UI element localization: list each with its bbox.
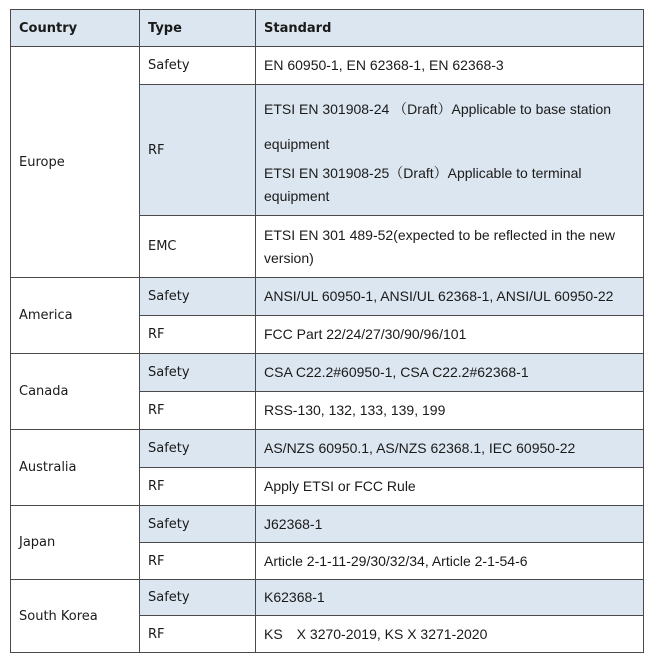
standard-text: ANSI/UL 60950-1, ANSI/UL 62368-1, ANSI/UL 60950-22 bbox=[264, 288, 614, 304]
standard-cell bbox=[256, 316, 644, 354]
standard-cell bbox=[256, 430, 644, 468]
type-cell: RF bbox=[140, 85, 256, 216]
standard-cell bbox=[256, 216, 644, 278]
standard-text: RSS-130, 132, 133, 139, 199 bbox=[264, 402, 446, 418]
standard-text: K62368-1 bbox=[264, 589, 325, 605]
type-cell: Safety bbox=[140, 354, 256, 392]
type-cell: EMC bbox=[140, 216, 256, 278]
standard-text: J62368-1 bbox=[264, 515, 323, 532]
type-cell: Safety bbox=[140, 506, 256, 543]
header-standard: Standard bbox=[256, 10, 644, 47]
standard-text: EN 60950-1, EN 62368-1, EN 62368-3 bbox=[264, 57, 504, 73]
type-cell: Safety bbox=[140, 278, 256, 316]
standard-cell bbox=[256, 278, 644, 316]
country-cell: Europe bbox=[11, 47, 140, 278]
type-cell: RF bbox=[140, 392, 256, 430]
country-cell: America bbox=[11, 278, 140, 354]
standard-cell bbox=[256, 468, 644, 506]
standard-text: AS/NZS 60950.1, AS/NZS 62368.1, IEC 60950-22 bbox=[264, 440, 576, 456]
country-cell: Australia bbox=[11, 430, 140, 506]
table-row bbox=[11, 580, 644, 616]
table-row bbox=[11, 506, 644, 543]
header-row bbox=[11, 10, 644, 47]
standard-text: CSA C22.2#60950-1, CSA C22.2#62368-1 bbox=[264, 364, 529, 380]
country-cell: South Korea bbox=[11, 580, 140, 653]
standard-text: Apply ETSI or FCC Rule bbox=[264, 478, 416, 494]
country-cell: Canada bbox=[11, 354, 140, 430]
standard-cell bbox=[256, 354, 644, 392]
country-cell: Japan bbox=[11, 506, 140, 580]
type-cell: RF bbox=[140, 616, 256, 653]
standard-cell bbox=[256, 580, 644, 616]
header-country: Country bbox=[11, 10, 140, 47]
standard-text: ETSI EN 301 489-52(expected to be reflected in the new version) bbox=[264, 226, 615, 266]
standard-text: ETSI EN 301908-25（Draft）Applicable to terminal equipment bbox=[264, 165, 582, 204]
standard-text: KS X 3270-2019, KS X 3271-2020 bbox=[264, 625, 488, 642]
standard-cell bbox=[256, 85, 644, 216]
standard-cell bbox=[256, 47, 644, 85]
standard-text: FCC Part 22/24/27/30/90/96/101 bbox=[264, 326, 467, 342]
type-cell: RF bbox=[140, 316, 256, 354]
type-cell: Safety bbox=[140, 580, 256, 616]
table-row bbox=[11, 430, 644, 468]
standard-text: ETSI EN 301908-24 （Draft）Applicable to base station equipment bbox=[264, 101, 612, 152]
type-cell: Safety bbox=[140, 430, 256, 468]
type-cell: Safety bbox=[140, 47, 256, 85]
header-type: Type bbox=[140, 10, 256, 47]
type-cell: RF bbox=[140, 468, 256, 506]
standard-cell bbox=[256, 543, 644, 580]
table-row bbox=[11, 354, 644, 392]
standard-cell bbox=[256, 506, 644, 543]
table-row bbox=[11, 278, 644, 316]
table-row bbox=[11, 47, 644, 85]
standard-cell bbox=[256, 392, 644, 430]
standards-table bbox=[10, 9, 644, 653]
standard-cell bbox=[256, 616, 644, 653]
type-cell: RF bbox=[140, 543, 256, 580]
standard-text: Article 2-1-11-29/30/32/34, Article 2-1-54-6 bbox=[264, 552, 528, 569]
